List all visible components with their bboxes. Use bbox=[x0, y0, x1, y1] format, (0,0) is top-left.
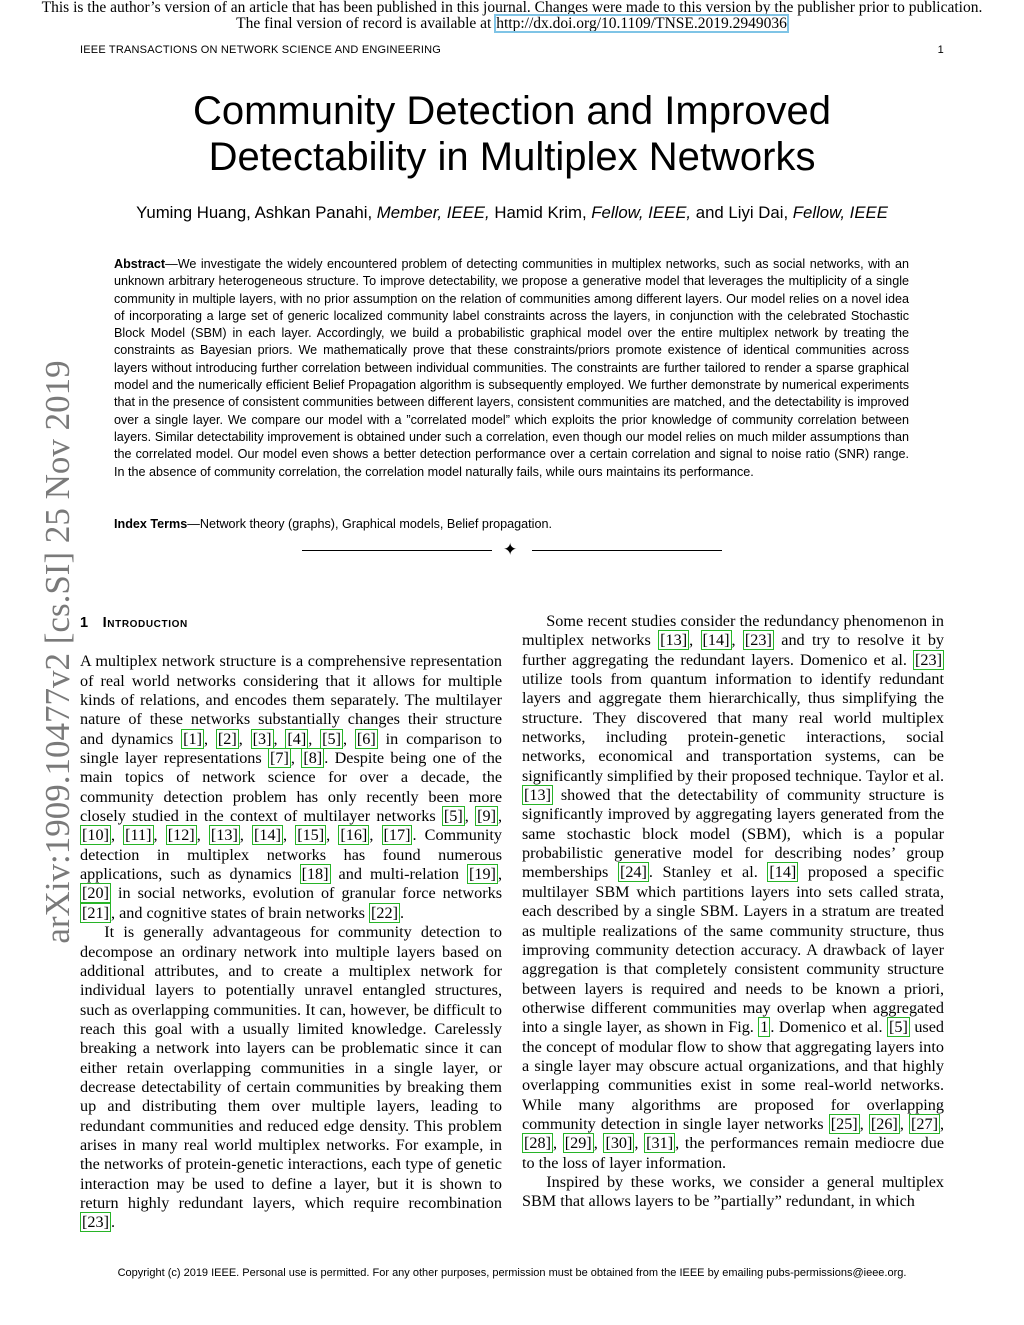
section-heading bbox=[80, 614, 502, 633]
citation-link[interactable]: [5] bbox=[443, 807, 463, 826]
citation-link[interactable]: [4] bbox=[287, 729, 307, 748]
citation-link[interactable]: [13] bbox=[524, 786, 551, 805]
divider-rule-right bbox=[532, 550, 722, 551]
paper-title bbox=[80, 88, 944, 180]
text-run: showed that the detectability of community structure is significantly improved by aggregating layers generated from the same stochastic block model (SBM), which is a popular probabilistic generative model for describing nodes’ group memberships bbox=[522, 786, 944, 882]
abstract bbox=[114, 256, 909, 481]
doi-link[interactable]: http://dx.doi.org/10.1109/TNSE.2019.2949036 bbox=[496, 15, 787, 32]
citation-link[interactable]: [14] bbox=[769, 863, 797, 882]
text-run: , bbox=[203, 729, 216, 748]
citation-link[interactable]: [17] bbox=[383, 826, 411, 845]
running-head bbox=[80, 44, 944, 56]
text-run: , bbox=[634, 1134, 645, 1153]
text-run: , bbox=[689, 631, 701, 650]
text-run: , bbox=[497, 807, 503, 826]
citation-link[interactable]: [7] bbox=[270, 749, 289, 768]
abstract-label: Abstract bbox=[114, 257, 166, 271]
copyright-footer: Copyright (c) 2019 IEEE. Personal use is permitted. For any other purposes, permission must be obtained from the IEEE by emailing pubs-permissions@ieee.org. bbox=[117, 1267, 907, 1279]
text-run: , bbox=[731, 631, 743, 650]
text-run: , bbox=[593, 1134, 604, 1153]
section-divider bbox=[302, 540, 722, 560]
notice-line-2 bbox=[0, 16, 1024, 32]
text-run: , bbox=[196, 826, 209, 845]
citation-link[interactable]: [20] bbox=[82, 884, 109, 903]
citation-link[interactable]: [19] bbox=[468, 865, 496, 884]
text-run: , bbox=[273, 729, 286, 748]
paragraph bbox=[522, 1173, 944, 1212]
text-run: , bbox=[464, 807, 476, 826]
citation-link[interactable]: [26] bbox=[870, 1114, 898, 1133]
citation-link[interactable]: [3] bbox=[252, 729, 272, 748]
title-line-2: Detectability in Multiplex Networks bbox=[208, 135, 816, 179]
text-run: A multiplex network structure is a comprehensive representation of real world networks considering that it allows for multiple kinds of relations, and encodes them separately. The multilayer nature of these networks substantially changes their structure and dynamics bbox=[80, 652, 502, 748]
divider-rule-left bbox=[302, 550, 492, 551]
citation-link[interactable]: [5] bbox=[889, 1018, 908, 1037]
text-run: . bbox=[399, 903, 405, 922]
index-terms-label: Index Terms bbox=[114, 517, 188, 531]
text-run: and try to resolve it by further aggregating the redundant layers. Domenico et al. bbox=[522, 631, 945, 669]
citation-link[interactable]: [31] bbox=[646, 1134, 674, 1153]
citation-link[interactable]: [18] bbox=[301, 865, 329, 884]
text-run: , bbox=[343, 729, 355, 748]
citation-link[interactable]: [23] bbox=[82, 1213, 109, 1232]
text-run: Some recent studies consider the redundancy phenomenon in multiplex networks bbox=[522, 612, 944, 650]
citation-link[interactable]: [12] bbox=[167, 826, 195, 845]
citation-link[interactable]: [13] bbox=[660, 631, 688, 650]
text-run: in social networks, evolution of granular force networks bbox=[110, 884, 502, 903]
citation-link[interactable]: [23] bbox=[915, 650, 942, 669]
body-column-left bbox=[80, 612, 502, 1233]
text-run: . Community detection in multiplex networks has found numerous applications, such as dynamics bbox=[80, 826, 503, 884]
paragraph bbox=[80, 923, 502, 1233]
text-run: . Despite being one of the main topics of network science for over a decade, the community detection problem has only recently been more closely studied in the context of multilayer networks bbox=[80, 749, 502, 826]
arxiv-stamp: arXiv:1909.10477v2 [cs.SI] 25 Nov 2019 bbox=[38, 360, 77, 944]
text-run: . bbox=[110, 1213, 116, 1232]
text-run: , bbox=[238, 729, 251, 748]
citation-link[interactable]: [5] bbox=[322, 729, 342, 748]
citation-link[interactable]: [1] bbox=[183, 729, 202, 748]
citation-link[interactable]: [15] bbox=[297, 826, 325, 845]
citation-link[interactable]: [14] bbox=[702, 631, 730, 650]
author-names-2: Hamid Krim, bbox=[489, 203, 592, 222]
abstract-text: —We investigate the widely encountered problem of detecting communities in multiplex networks, such as social networks, with an unknown arbitrary heterogeneous structure. To improve detectability, we propose a generative model that leverages the multiplicity of a single community in multiple layers, with no prior assumption on the relation of communities among different layers. Our model relies on a novel idea of incorporating a large set of generic localized community label constraints across the layers, in conjunction with the celebrated Stochastic Block Model (SBM) in each layer. Accordingly, we build a probabilistic graphical model over the entire multiplex network by treating the constraints as Bayesian priors. We mathematically prove that these constraints/priors promote existence of identical communities across layers without introducing further correlation between individual communities. The constraints are further tailored to render a sparse graphical model and the numerically efficient Belief Propagation algorithm is subsequently employed. We further demonstrate by numerical experiments that in the presence of consistent communities between different layers, consistent communities are matched, and the detectability is improved over a single layer. We compare our model with a ”correlated model” which exploits the prior knowledge of community correlation between layers. Similar detectability improvement is obtained under such a correlation, even though our model relies on much milder assumptions than the correlated model. Our model even shows a better detection performance over a certain correlation and signal to noise ratio (SNR) range. In the absence of community correlation, the correlation model naturally fails, while ours maintains its performance. bbox=[114, 257, 909, 479]
author-role-1: Member, IEEE, bbox=[376, 203, 490, 222]
citation-link[interactable]: [29] bbox=[564, 1134, 592, 1153]
citation-link[interactable]: [14] bbox=[254, 826, 281, 845]
journal-name: IEEE TRANSACTIONS ON NETWORK SCIENCE AND ENGINEERING bbox=[80, 44, 442, 56]
text-run: . Stanley et al. bbox=[648, 863, 768, 882]
citation-link[interactable]: [25] bbox=[830, 1114, 858, 1133]
citation-link[interactable]: [22] bbox=[371, 903, 398, 922]
citation-link[interactable]: [16] bbox=[340, 826, 368, 845]
text-run: in comparison to single layer representations bbox=[80, 729, 503, 768]
citation-link[interactable]: [9] bbox=[477, 807, 496, 826]
section-number: 1 bbox=[80, 615, 89, 631]
text-run: , bbox=[899, 1114, 909, 1133]
text-run: Inspired by these works, we consider a general multiplex SBM that allows layers to be ”partially” redundant, in which bbox=[522, 1172, 944, 1211]
author-names-1: Yuming Huang, Ashkan Panahi, bbox=[136, 203, 377, 222]
text-run: , bbox=[939, 1114, 945, 1133]
text-run: , bbox=[552, 1134, 563, 1153]
text-run: proposed a specific multilayer SBM which partitions layers into sets called strata, each described by a single SBM. Layers in a stratum are treated as multiple realizations of the same community structure, thus improving community detection accuracy. A drawback of layer aggregation is that completely consistent community structure between layers is required and needs to be known a priori, otherwise different communities may overlap when aggregated into a single layer, as shown in Fig. bbox=[522, 863, 944, 1037]
paragraph bbox=[522, 612, 944, 1173]
index-terms-text: —Network theory (graphs), Graphical models, Belief propagation. bbox=[187, 517, 552, 531]
body-column-right bbox=[522, 612, 944, 1212]
citation-link[interactable]: [28] bbox=[524, 1134, 551, 1153]
author-list bbox=[60, 203, 964, 223]
text-run: , and cognitive states of brain networks bbox=[110, 903, 370, 922]
text-run: , bbox=[153, 826, 166, 845]
citation-link[interactable]: [23] bbox=[744, 631, 772, 650]
citation-link[interactable]: [11] bbox=[125, 826, 152, 845]
text-run: used the concept of modular flow to show that aggregating layers into a single layer may obscure actual organizations, and that highly overlapping communities exist in some real-world networks. While many algorithms are proposed for overlapping community detection in single layer networks bbox=[522, 1018, 944, 1133]
citation-link[interactable]: [24] bbox=[619, 863, 647, 882]
text-run: It is generally advantageous for community detection to decompose an ordinary network into multiple layers based on additional attributes, and to create a multiplex network for individual layers to potentially unravel entangled structures, such as overlapping communities. It can, however, be difficult to reach this goal with a usually limited knowledge. Carelessly breaking a network into layers can be problematic since it can either retain overlapping communities in a single layer, or decrease detectability of certain communities by breaking them up and distributing them over multiple layers, leading to redundant communities and reduced edge density. This problem arises in many real world multiplex networks. For example, in the networks of protein-genetic interactions, each type of genetic interaction may be used to define a layer, but it is shown to return highly redundant layers, which require recombination bbox=[80, 923, 502, 1212]
text-run: utilize tools from quantum information to identify redundant layers and aggregate them hierarchically, thus simplifying the structure. They discovered that many real world multiplex networks, including protein-genetic interactions, social networks, economical and transportation systems, can be significantly simplified by their proposed technique. Taylor et al. bbox=[522, 670, 944, 785]
citation-link[interactable]: [2] bbox=[217, 729, 237, 748]
author-role-2: Fellow, IEEE, bbox=[591, 203, 692, 222]
text-run: , bbox=[308, 729, 321, 748]
text-run: , bbox=[290, 749, 302, 768]
text-run: , bbox=[859, 1114, 869, 1133]
text-run: , bbox=[497, 865, 502, 884]
citation-link[interactable]: [8] bbox=[303, 749, 323, 768]
text-run: , the performances remain mediocre due to the loss of layer information. bbox=[522, 1134, 945, 1172]
citation-link[interactable]: [13] bbox=[210, 826, 238, 845]
text-run: , bbox=[369, 826, 382, 845]
author-role-3: Fellow, IEEE bbox=[792, 203, 888, 222]
title-line-1: Community Detection and Improved bbox=[192, 89, 832, 133]
text-run: , bbox=[283, 826, 296, 845]
divider-star-icon: ✦ bbox=[503, 540, 518, 560]
citation-link[interactable]: [27] bbox=[911, 1114, 938, 1133]
text-run: , bbox=[110, 826, 124, 845]
text-run: and multi-relation bbox=[330, 865, 467, 884]
author-names-3: and Liyi Dai, bbox=[691, 203, 793, 222]
page-number: 1 bbox=[937, 44, 944, 56]
citation-link[interactable]: 1 bbox=[760, 1018, 769, 1037]
text-run: . Domenico et al. bbox=[770, 1018, 888, 1037]
notice-prefix: The final version of record is available at bbox=[236, 15, 496, 32]
index-terms bbox=[114, 516, 909, 533]
notice-line-1: This is the author’s version of an article that has been published in this journal. Changes were made to this version by the publisher prior to publication. bbox=[41, 0, 983, 16]
citation-link[interactable]: [10] bbox=[82, 826, 109, 845]
publication-notice bbox=[0, 0, 1024, 32]
citation-link[interactable]: [21] bbox=[82, 903, 109, 922]
text-run: , bbox=[326, 826, 339, 845]
citation-link[interactable]: [30] bbox=[605, 1134, 633, 1153]
text-run: , bbox=[239, 826, 253, 845]
citation-link[interactable]: [6] bbox=[356, 729, 376, 748]
section-title: Introduction bbox=[102, 615, 188, 631]
paragraph bbox=[80, 652, 502, 923]
